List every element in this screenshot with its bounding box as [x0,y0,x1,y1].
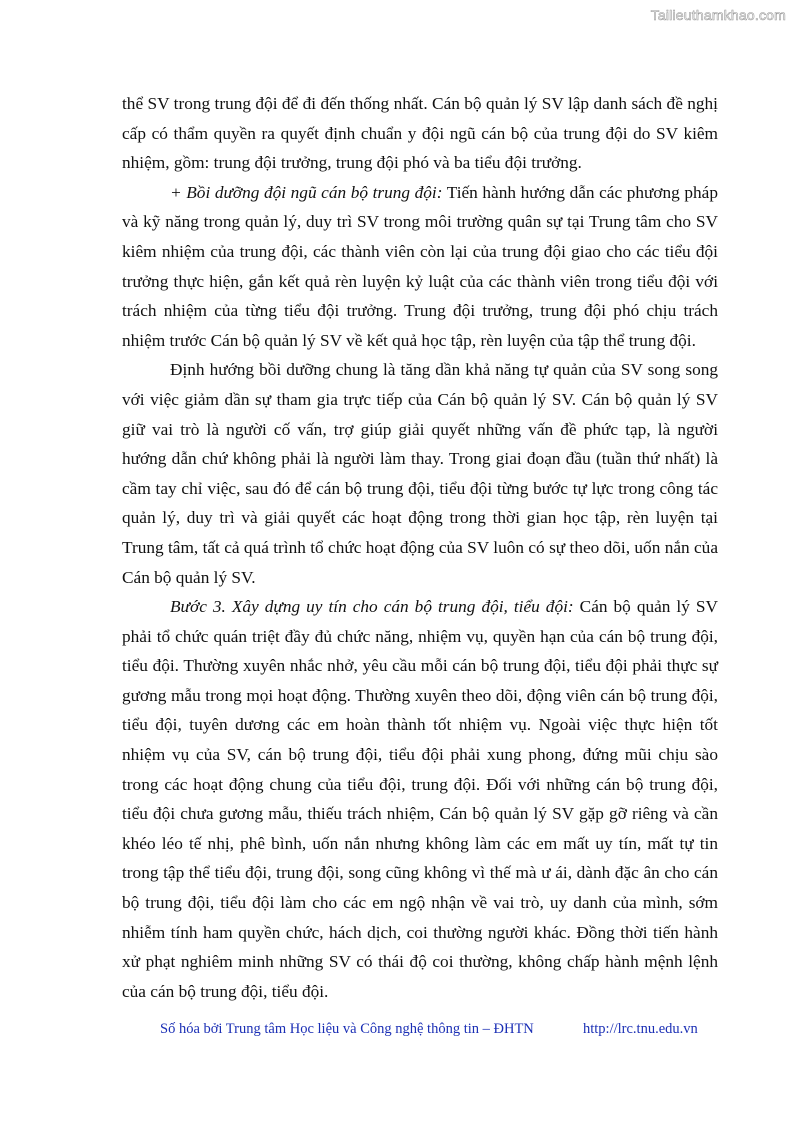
paragraph-text: Cán bộ quản lý SV phải tổ chức quán triệt đầy đủ chức năng, nhiệm vụ, quyền hạn của cán bộ trung đội, tiểu đội. Thường xuyên nhắc nhở, yêu cầu mỗi cán bộ trung đội, tiểu đội phải thực sự gương mẫu trong mọi hoạt động. Thường xuyên theo dõi, động viên cán bộ trung đội, tiểu đội, tuyên dương các em hoàn thành tốt nhiệm vụ. Ngoài việc thực hiện tốt nhiệm vụ của SV, cán bộ trung đội, tiểu đội phải xung phong, đứng mũi chịu sào trong các hoạt động chung của tiểu đội, trung đội. Đối với những cán bộ trung đội, tiểu đội chưa gương mẫu, thiếu trách nhiệm, Cán bộ quản lý SV gặp gỡ riêng và cần khéo léo tế nhị, phê bình, uốn nắn nhưng không làm các em mất uy tín, mất tự tin trong tập thể tiểu đội, trung đội, song cũng không vì thế mà ư ái, dành đặc ân cho cán bộ trung đội, tiểu đội làm cho các em ngộ nhận về vai trò, uy danh của mình, sớm nhiễm tính ham quyền chức, hách dịch, coi thường người khác. Đồng thời tiến hành xử phạt nghiêm minh những SV có thái độ coi thường, không chấp hành mệnh lệnh của cán bộ trung đội, tiểu đội. [122,597,718,1001]
page-footer [160,1021,720,1038]
paragraph-orientation: Định hướng bồi dưỡng chung là tăng dần khả năng tự quản của SV song song với việc giảm dần sự tham gia trực tiếp của Cán bộ quản lý SV. Cán bộ quản lý SV giữ vai trò là người cố vấn, trợ giúp giải quyết những vấn đề phức tạp, là người hướng dẫn chứ không phải là người làm thay. Trong giai đoạn đầu (tuần thứ nhất) là cầm tay chỉ việc, sau đó để cán bộ trung đội, tiểu đội từng bước tự lực trong công tác quản lý, duy trì và giải quyết các hoạt động trong thời gian học tập, rèn luyện tại Trung tâm, tất cả quá trình tổ chức hoạt động của SV luôn có sự theo dõi, uốn nắn của Cán bộ quản lý SV. [122,360,718,587]
paragraph-continuation: thể SV trong trung đội để đi đến thống nhất. Cán bộ quản lý SV lập danh sách đề nghị cấp có thẩm quyền ra quyết định chuẩn y đội ngũ cán bộ của trung đội do SV kiêm nhiệm, gồm: trung đội trưởng, trung đội phó và ba tiểu đội trưởng. [122,94,718,173]
paragraph-lead-italic: + Bồi dưỡng đội ngũ cán bộ trung đội: [170,182,443,202]
footer-credit: Số hóa bởi Trung tâm Học liệu và Công nghệ thông tin – ĐHTN [160,1021,534,1037]
paragraph-training-cadres [122,178,718,356]
footer-link[interactable]: http://lrc.tnu.edu.vn [583,1021,698,1037]
step-3-heading: Bước 3. Xây dựng uy tín cho cán bộ trung đội, tiểu đội: [170,597,574,617]
paragraph-step-3 [122,592,718,1006]
document-body [122,89,718,1006]
watermark-text: Tailieuthamkhao.com [650,7,786,23]
paragraph-text: Tiến hành hướng dẫn các phương pháp và kỹ năng trong quản lý, duy trì SV trong môi trường quân sự tại Trung tâm cho SV kiêm nhiệm của trung đội, các thành viên còn lại của trung đội giao cho các tiểu đội trưởng thực hiện, gắn kết quả rèn luyện kỷ luật của các thành viên trong tiểu đội với trách nhiệm của từng tiểu đội trưởng. Trung đội trưởng, trung đội phó chịu trách nhiệm trước Cán bộ quản lý SV về kết quả học tập, rèn luyện của tập thể trung đội. [122,182,718,350]
